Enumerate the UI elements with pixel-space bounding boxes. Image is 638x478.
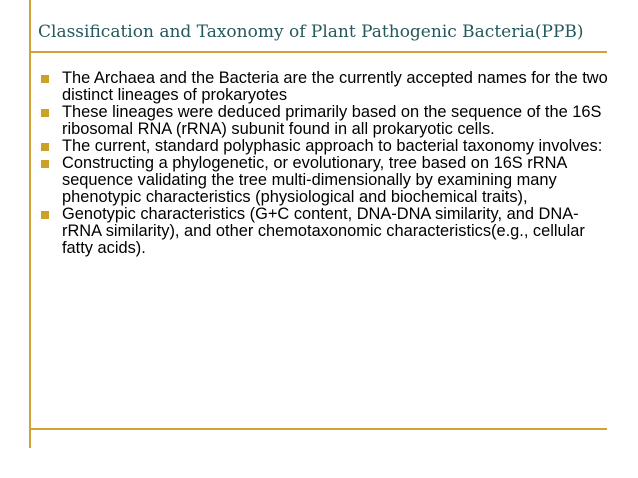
bullet-text: The current, standard polyphasic approach to bacterial taxonomy involves: <box>62 137 603 155</box>
bullet-text: Constructing a phylogenetic, or evolutionary, tree based on 16S rRNA sequence validating the tree multi-dimensionally by examining many phenotypic characteristics (physiological and biochemical traits), <box>62 154 567 206</box>
square-bullet-icon <box>41 143 49 151</box>
square-bullet-icon <box>41 211 49 219</box>
square-bullet-icon <box>41 109 49 117</box>
bullet-list <box>38 70 608 257</box>
left-accent-line <box>29 0 31 448</box>
bullet-text: These lineages were deduced primarily based on the sequence of the 16S ribosomal RNA (rRNA) subunit found in all prokaryotic cells. <box>62 103 602 138</box>
bullet-item <box>38 104 608 138</box>
bullet-item <box>38 155 608 206</box>
bullet-item <box>38 70 608 104</box>
bullet-item <box>38 138 608 155</box>
bottom-accent-line <box>29 428 607 430</box>
bullet-text: The Archaea and the Bacteria are the currently accepted names for the two distinct lineages of prokaryotes <box>62 69 608 104</box>
title-underline <box>29 51 607 53</box>
square-bullet-icon <box>41 75 49 83</box>
bullet-item <box>38 206 608 257</box>
square-bullet-icon <box>41 160 49 168</box>
slide-title: Classification and Taxonomy of Plant Pathogenic Bacteria(PPB) <box>38 22 584 42</box>
bullet-text: Genotypic characteristics (G+C content, DNA-DNA similarity, and DNA-rRNA similarity), and other chemotaxonomic characteristics(e.g., cellular fatty acids). <box>62 205 585 257</box>
